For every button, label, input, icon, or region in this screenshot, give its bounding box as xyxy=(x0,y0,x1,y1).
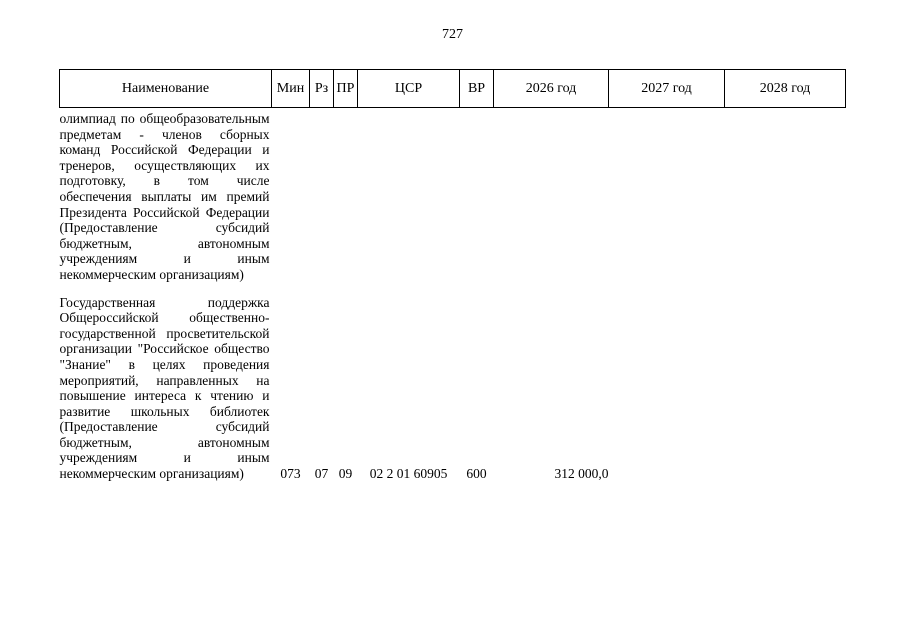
budget-table xyxy=(59,69,846,482)
row-rz: 07 xyxy=(314,465,329,481)
row-csr xyxy=(358,108,460,283)
row-name: Государственная поддержка Общероссийской общественно-государственной просветительской организации "Российское общество "Знание" в целях проведения мероприятий, направленных на повышение интереса к чтению и развитие школьных библиотек (Предоставление субсидий бюджетным, автономным учреждениям и иным некоммерческим организациям) xyxy=(59,294,270,482)
header-year-2027: 2027 год xyxy=(609,70,725,108)
row-amount-2026 xyxy=(494,108,609,283)
page-number: 727 xyxy=(442,27,463,42)
header-year-2028: 2028 год xyxy=(725,70,846,108)
header-pr: ПР xyxy=(334,70,358,108)
header-vr: ВР xyxy=(460,70,494,108)
row-min: 073 xyxy=(280,465,301,481)
row-amount-2028 xyxy=(725,283,846,482)
header-name: Наименование xyxy=(60,70,272,108)
row-amount-2028 xyxy=(725,108,846,283)
row-amount-2026: 312 000,0 xyxy=(554,465,609,481)
table-row xyxy=(60,283,846,482)
row-name: олимпиад по общеобразовательным предметам - членов сборных команд Российской Федерации и тренеров, осуществляющих их подготовку, в том числе обеспечения выплаты им премий Президента Российской Федерации (Предоставление субсидий бюджетным, автономным учреждениям и иным некоммерческим организациям) xyxy=(59,111,270,282)
row-pr: 09 xyxy=(338,465,353,481)
row-amount-2027 xyxy=(609,283,725,482)
row-min xyxy=(272,108,310,283)
header-year-2026: 2026 год xyxy=(494,70,609,108)
table-header-row xyxy=(60,70,846,108)
header-rz: Рз xyxy=(310,70,334,108)
row-rz xyxy=(310,108,334,283)
row-vr xyxy=(460,108,494,283)
row-csr: 02 2 01 60905 xyxy=(369,465,448,481)
header-min: Мин xyxy=(272,70,310,108)
row-amount-2027 xyxy=(609,108,725,283)
table-row xyxy=(60,108,846,283)
row-vr: 600 xyxy=(466,465,487,481)
header-csr: ЦСР xyxy=(358,70,460,108)
row-pr xyxy=(334,108,358,283)
